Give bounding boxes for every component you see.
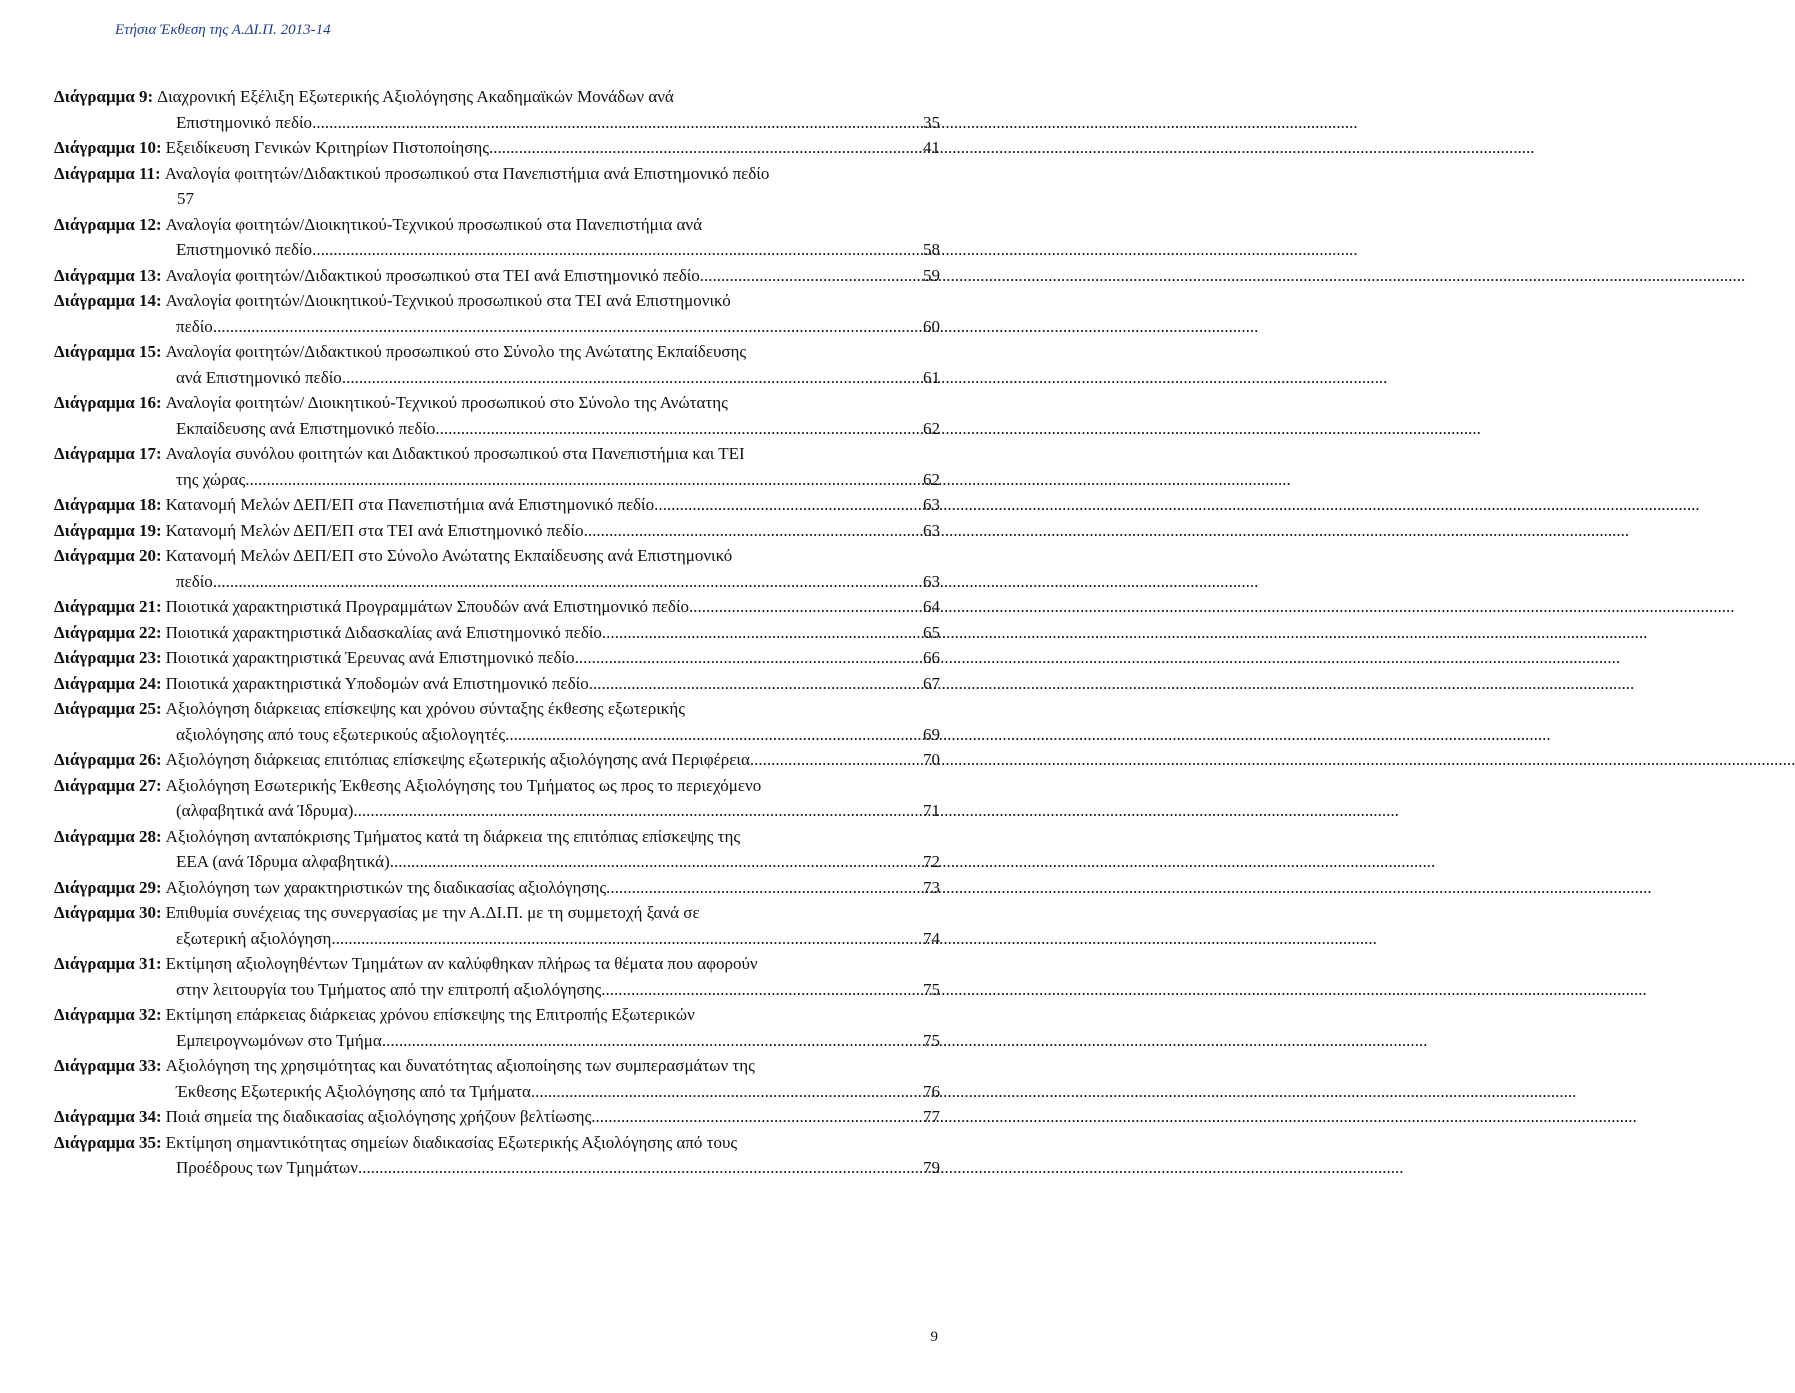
toc-entry-label: Διάγραμμα 15: xyxy=(54,342,162,361)
toc-entry[interactable] xyxy=(54,696,940,747)
toc-entry[interactable] xyxy=(54,1104,940,1130)
toc-entry-page: 62 xyxy=(923,418,940,438)
toc-entry[interactable] xyxy=(54,1002,940,1053)
toc-entry-label: Διάγραμμα 34: xyxy=(54,1107,162,1126)
toc-entry-title: της χώρας xyxy=(176,469,246,489)
toc-dot-leader xyxy=(489,135,922,161)
toc-dot-leader xyxy=(689,594,922,620)
toc-entry-line xyxy=(54,645,940,671)
toc-entry-page: 75 xyxy=(923,979,940,999)
toc-entry-title: Αναλογία φοιτητών/Διδακτικού προσωπικού στα Πανεπιστήμια ανά Επιστημονικό πεδίο xyxy=(164,163,770,183)
toc-dot-leader xyxy=(531,1079,922,1105)
toc-dot-leader xyxy=(575,645,922,671)
toc-entry-page: 63 xyxy=(923,520,940,540)
toc-entry-label: Διάγραμμα 14: xyxy=(54,291,162,310)
toc-entry-page: 63 xyxy=(923,571,940,591)
toc-entry-title: Ποιοτικά χαρακτηριστικά Διδασκαλίας ανά Επιστημονικό πεδίο xyxy=(165,622,602,642)
toc-entry-title: Αξιολόγηση διάρκειας επίσκεψης και χρόνου σύνταξης έκθεσης εξωτερικής xyxy=(165,699,685,718)
toc-entry-line xyxy=(54,186,940,212)
toc-dot-leader xyxy=(312,110,922,136)
toc-entry-title: Επιστημονικό πεδίο xyxy=(176,240,313,259)
toc-entry-title: ΕΕΑ (ανά Ίδρυμα αλφαβητικά) xyxy=(176,852,390,871)
toc-entry-line xyxy=(54,135,940,161)
toc-entry-label: Διάγραμμα 26: xyxy=(54,750,162,769)
toc-entry[interactable] xyxy=(54,824,940,875)
toc-entry-title: αξιολόγησης από τους εξωτερικούς αξιολογητές xyxy=(176,724,506,744)
toc-entry-page: 71 xyxy=(923,801,940,820)
toc-dot-leader xyxy=(700,263,922,289)
toc-entry-page: 70 xyxy=(923,750,940,769)
toc-entry-page: 76 xyxy=(923,1081,940,1101)
toc-entry-title: Κατανομή Μελών ΔΕΠ/ΕΠ στα ΤΕΙ ανά Επιστημονικό πεδίο xyxy=(165,520,584,540)
toc-entry-line xyxy=(54,390,940,416)
toc-entry-line xyxy=(54,671,940,697)
toc-entry[interactable] xyxy=(54,135,940,161)
toc-dot-leader xyxy=(505,722,922,748)
toc-entry-label: Διάγραμμα 30: xyxy=(54,903,162,922)
toc-entry-title: Αξιολόγηση των χαρακτηριστικών της διαδικασίας αξιολόγησης xyxy=(165,877,607,897)
toc-entry-line xyxy=(54,1002,940,1028)
toc-entry-title: Κατανομή Μελών ΔΕΠ/ΕΠ στα Πανεπιστήμια ανά Επιστημονικό πεδίο xyxy=(165,495,655,514)
toc-entry[interactable] xyxy=(54,773,940,824)
toc-entry-title: Έκθεσης Εξωτερικής Αξιολόγησης από τα Τμήματα xyxy=(176,1081,531,1101)
page-number: 9 xyxy=(930,1329,938,1345)
toc-entry-page: 64 xyxy=(923,597,940,616)
toc-entry-line xyxy=(54,492,940,518)
toc-entry-line xyxy=(54,161,940,187)
toc-entry-line xyxy=(54,441,940,467)
toc-entry-label: Διάγραμμα 22: xyxy=(54,622,162,642)
toc-entry-title: Ποιοτικά χαρακτηριστικά Έρευνας ανά Επιστημονικό πεδίο xyxy=(165,648,575,667)
toc-entry-line xyxy=(54,365,940,391)
toc-entry-label: Διάγραμμα 19: xyxy=(54,520,162,540)
toc-entry-title: Αναλογία φοιτητών/Διοικητικού-Τεχνικού προσωπικού στα ΤΕΙ ανά Επιστημονικό xyxy=(165,291,731,310)
toc-dot-leader xyxy=(353,798,922,824)
toc-entry-title: Ποιοτικά χαρακτηριστικά Υποδομών ανά Επιστημονικό πεδίο xyxy=(165,673,589,693)
toc-entry-label: Διάγραμμα 10: xyxy=(54,138,162,157)
toc-entry-label: Διάγραμμα 33: xyxy=(54,1056,162,1075)
toc-entry[interactable] xyxy=(54,518,940,544)
toc-entry[interactable] xyxy=(54,875,940,901)
toc-entry-label: Διάγραμμα 23: xyxy=(54,648,162,667)
toc-entry-title: Εκτίμηση σημαντικότητας σημείων διαδικασίας Εξωτερικής Αξιολόγησης από τους xyxy=(165,1132,738,1152)
toc-entry-label: Διάγραμμα 27: xyxy=(54,775,162,795)
toc-entry-page: 63 xyxy=(923,495,940,514)
toc-entry-line xyxy=(54,722,940,748)
toc-entry-page: 67 xyxy=(923,673,940,693)
toc-entry[interactable] xyxy=(54,263,940,289)
toc-entry[interactable] xyxy=(54,492,940,518)
toc-entry[interactable] xyxy=(54,951,940,1002)
toc-entry-page: 65 xyxy=(923,622,940,642)
toc-entry-line xyxy=(54,569,940,595)
toc-entry[interactable] xyxy=(54,1130,940,1181)
toc-entry-title: Αξιολόγηση ανταπόκρισης Τμήματος κατά τη διάρκεια της επιτόπιας επίσκεψης της xyxy=(165,826,741,846)
toc-entry-title: Αναλογία φοιτητών/Διοικητικού-Τεχνικού προσωπικού στα Πανεπιστήμια ανά xyxy=(165,214,702,234)
toc-entry-title: Διαχρονική Εξέλιξη Εξωτερικής Αξιολόγησης Ακαδημαϊκών Μονάδων ανά xyxy=(157,87,674,106)
toc-entry-page: 61 xyxy=(923,367,940,387)
toc-dot-leader xyxy=(584,518,922,544)
toc-dot-leader xyxy=(382,1028,922,1054)
toc-entry-line xyxy=(54,696,940,722)
toc-entry-page: 69 xyxy=(923,724,940,744)
toc-entry-page: 75 xyxy=(923,1030,940,1050)
toc-entry[interactable] xyxy=(54,747,940,773)
toc-entry-title: Εκτίμηση αξιολογηθέντων Τμημάτων αν καλύφθηκαν πλήρως τα θέματα που αφορούν xyxy=(165,954,758,973)
toc-entry[interactable] xyxy=(54,441,940,492)
toc-entry-line xyxy=(54,594,940,620)
toc-entry-page: 41 xyxy=(923,138,940,157)
toc-entry-page: 72 xyxy=(923,852,940,871)
toc-dot-leader xyxy=(750,747,922,773)
toc-entry-page: 60 xyxy=(923,316,940,336)
toc-entry-line xyxy=(54,543,940,569)
toc-dot-leader xyxy=(606,875,922,901)
toc-entry-line xyxy=(54,339,940,365)
toc-dot-leader xyxy=(358,1155,922,1181)
toc-entry-line xyxy=(54,900,940,926)
toc-entry-line xyxy=(54,926,940,952)
toc-dot-leader xyxy=(331,926,922,952)
toc-entry-line xyxy=(54,1104,940,1130)
toc-entry-title: πεδίο xyxy=(176,316,213,336)
toc-entry-label: Διάγραμμα 20: xyxy=(54,546,162,565)
toc-entry-label: Διάγραμμα 28: xyxy=(54,826,162,846)
toc-entry-title: Προέδρους των Τμημάτων xyxy=(176,1158,358,1177)
toc-entry-page: 74 xyxy=(923,928,940,948)
toc-entry[interactable] xyxy=(54,671,940,697)
toc-entry-title: εξωτερική αξιολόγηση xyxy=(176,928,332,948)
toc-dot-leader xyxy=(591,1104,922,1130)
toc-entry-line xyxy=(54,1053,940,1079)
table-of-figures xyxy=(54,84,940,1181)
toc-entry-line xyxy=(54,110,940,136)
toc-entry-title: Επιστημονικό πεδίο xyxy=(176,112,313,132)
toc-dot-leader xyxy=(601,977,922,1003)
toc-entry-line xyxy=(54,314,940,340)
toc-entry[interactable] xyxy=(54,620,940,646)
toc-entry[interactable] xyxy=(54,84,940,135)
toc-entry-line xyxy=(54,824,940,850)
toc-entry-line xyxy=(54,620,940,646)
toc-entry[interactable] xyxy=(54,645,940,671)
toc-dot-leader xyxy=(435,416,922,442)
toc-entry-page: 73 xyxy=(923,877,940,897)
toc-entry-line xyxy=(54,1155,940,1181)
toc-entry-page: 79 xyxy=(923,1158,940,1177)
toc-entry-page: 62 xyxy=(923,469,940,489)
toc-dot-leader xyxy=(342,365,922,391)
toc-entry-title: Αξιολόγηση Εσωτερικής Έκθεσης Αξιολόγησης του Τμήματος ως προς το περιεχόμενο xyxy=(165,775,762,795)
toc-entry-page: 57 xyxy=(177,189,194,208)
toc-entry-line xyxy=(54,1130,940,1156)
toc-entry-page: 77 xyxy=(923,1107,940,1126)
toc-entry-label: Διάγραμμα 21: xyxy=(54,597,162,616)
toc-entry-line xyxy=(54,977,940,1003)
toc-dot-leader xyxy=(312,237,922,263)
toc-entry-label: Διάγραμμα 11: xyxy=(54,163,161,183)
toc-entry-title: Εκπαίδευσης ανά Επιστημονικό πεδίο xyxy=(176,418,436,438)
toc-dot-leader xyxy=(213,314,922,340)
toc-entry-label: Διάγραμμα 12: xyxy=(54,214,162,234)
toc-entry-label: Διάγραμμα 31: xyxy=(54,954,162,973)
toc-entry[interactable] xyxy=(54,900,940,951)
toc-entry-line xyxy=(54,798,940,824)
toc-dot-leader xyxy=(213,569,922,595)
toc-entry-title: (αλφαβητικά ανά Ίδρυμα) xyxy=(176,801,354,820)
toc-entry-title: Αναλογία φοιτητών/ Διοικητικού-Τεχνικού προσωπικού στο Σύνολο της Ανώτατης xyxy=(165,393,728,412)
toc-entry-label: Διάγραμμα 35: xyxy=(54,1132,162,1152)
toc-entry-title: Ποιά σημεία της διαδικασίας αξιολόγησης χρήζουν βελτίωσης xyxy=(165,1107,592,1126)
toc-entry-line xyxy=(54,237,940,263)
toc-entry-label: Διάγραμμα 24: xyxy=(54,673,162,693)
toc-entry-line xyxy=(54,467,940,493)
toc-entry-label: Διάγραμμα 9: xyxy=(54,87,154,106)
toc-entry-page: 58 xyxy=(923,240,940,259)
toc-entry-title: Αναλογία φοιτητών/Διδακτικού προσωπικού στο Σύνολο της Ανώτατης Εκπαίδευσης xyxy=(165,342,747,361)
toc-entry-title: Αξιολόγηση διάρκειας επιτόπιας επίσκεψης εξωτερικής αξιολόγησης ανά Περιφέρεια xyxy=(165,750,750,769)
toc-entry-title: ανά Επιστημονικό πεδίο xyxy=(176,367,342,387)
toc-entry-title: στην λειτουργία του Τμήματος από την επιτροπή αξιολόγησης xyxy=(176,979,602,999)
toc-entry-title: Αξιολόγηση της χρησιμότητας και δυνατότητας αξιοποίησης των συμπερασμάτων της xyxy=(165,1056,755,1075)
toc-entry-label: Διάγραμμα 18: xyxy=(54,495,162,514)
toc-entry[interactable] xyxy=(54,288,940,339)
toc-entry-label: Διάγραμμα 29: xyxy=(54,877,162,897)
toc-entry[interactable] xyxy=(54,543,940,594)
toc-entry-title: Εμπειρογνωμόνων στο Τμήμα xyxy=(176,1030,382,1050)
toc-entry-line xyxy=(54,1028,940,1054)
toc-dot-leader xyxy=(390,849,922,875)
toc-entry-title: Αναλογία φοιτητών/Διδακτικού προσωπικού στα ΤΕΙ ανά Επιστημονικό πεδίο xyxy=(165,265,700,285)
toc-entry-title: Κατανομή Μελών ΔΕΠ/ΕΠ στο Σύνολο Ανώτατης Εκπαίδευσης ανά Επιστημονικό xyxy=(165,546,733,565)
toc-entry-line xyxy=(54,875,940,901)
toc-entry-line xyxy=(54,1079,940,1105)
toc-entry-title: Επιθυμία συνέχειας της συνεργασίας με την Α.ΔΙ.Π. με τη συμμετοχή ξανά σε xyxy=(165,903,700,922)
toc-entry-title: πεδίο xyxy=(176,571,213,591)
toc-entry-page: 66 xyxy=(923,648,940,667)
toc-entry-line xyxy=(54,849,940,875)
toc-entry-line xyxy=(54,518,940,544)
toc-entry-line xyxy=(54,288,940,314)
toc-entry-line xyxy=(54,951,940,977)
toc-entry-line xyxy=(54,747,940,773)
toc-dot-leader xyxy=(245,467,922,493)
toc-entry-page: 59 xyxy=(923,265,940,285)
toc-entry-title: Ποιοτικά χαρακτηριστικά Προγραμμάτων Σπουδών ανά Επιστημονικό πεδίο xyxy=(165,597,690,616)
toc-entry-label: Διάγραμμα 32: xyxy=(54,1005,162,1024)
toc-entry-line xyxy=(54,212,940,238)
toc-entry-title: Εξειδίκευση Γενικών Κριτηρίων Πιστοποίησης xyxy=(165,138,490,157)
toc-entry-label: Διάγραμμα 13: xyxy=(54,265,162,285)
toc-entry-label: Διάγραμμα 17: xyxy=(54,444,162,463)
toc-entry[interactable] xyxy=(54,339,940,390)
toc-entry-label: Διάγραμμα 16: xyxy=(54,393,162,412)
toc-entry[interactable] xyxy=(54,594,940,620)
toc-entry-line xyxy=(54,416,940,442)
toc-dot-leader xyxy=(654,492,922,518)
toc-entry-title: Εκτίμηση επάρκειας διάρκειας χρόνου επίσκεψης της Επιτροπής Εξωτερικών xyxy=(165,1005,695,1024)
toc-entry[interactable] xyxy=(54,212,940,263)
toc-entry-label: Διάγραμμα 25: xyxy=(54,699,162,718)
toc-entry-title: Αναλογία συνόλου φοιτητών και Διδακτικού προσωπικού στα Πανεπιστήμια και ΤΕΙ xyxy=(165,444,745,463)
toc-entry-line xyxy=(54,773,940,799)
document-header: Ετήσια Έκθεση της Α.ΔΙ.Π. 2013-14 xyxy=(115,22,331,38)
toc-entry[interactable] xyxy=(54,1053,940,1104)
toc-dot-leader xyxy=(602,620,922,646)
toc-dot-leader xyxy=(589,671,922,697)
toc-entry-page: 35 xyxy=(923,112,940,132)
toc-entry[interactable] xyxy=(54,390,940,441)
toc-entry-line xyxy=(54,263,940,289)
toc-entry-line xyxy=(54,84,940,110)
toc-entry[interactable] xyxy=(54,161,940,212)
